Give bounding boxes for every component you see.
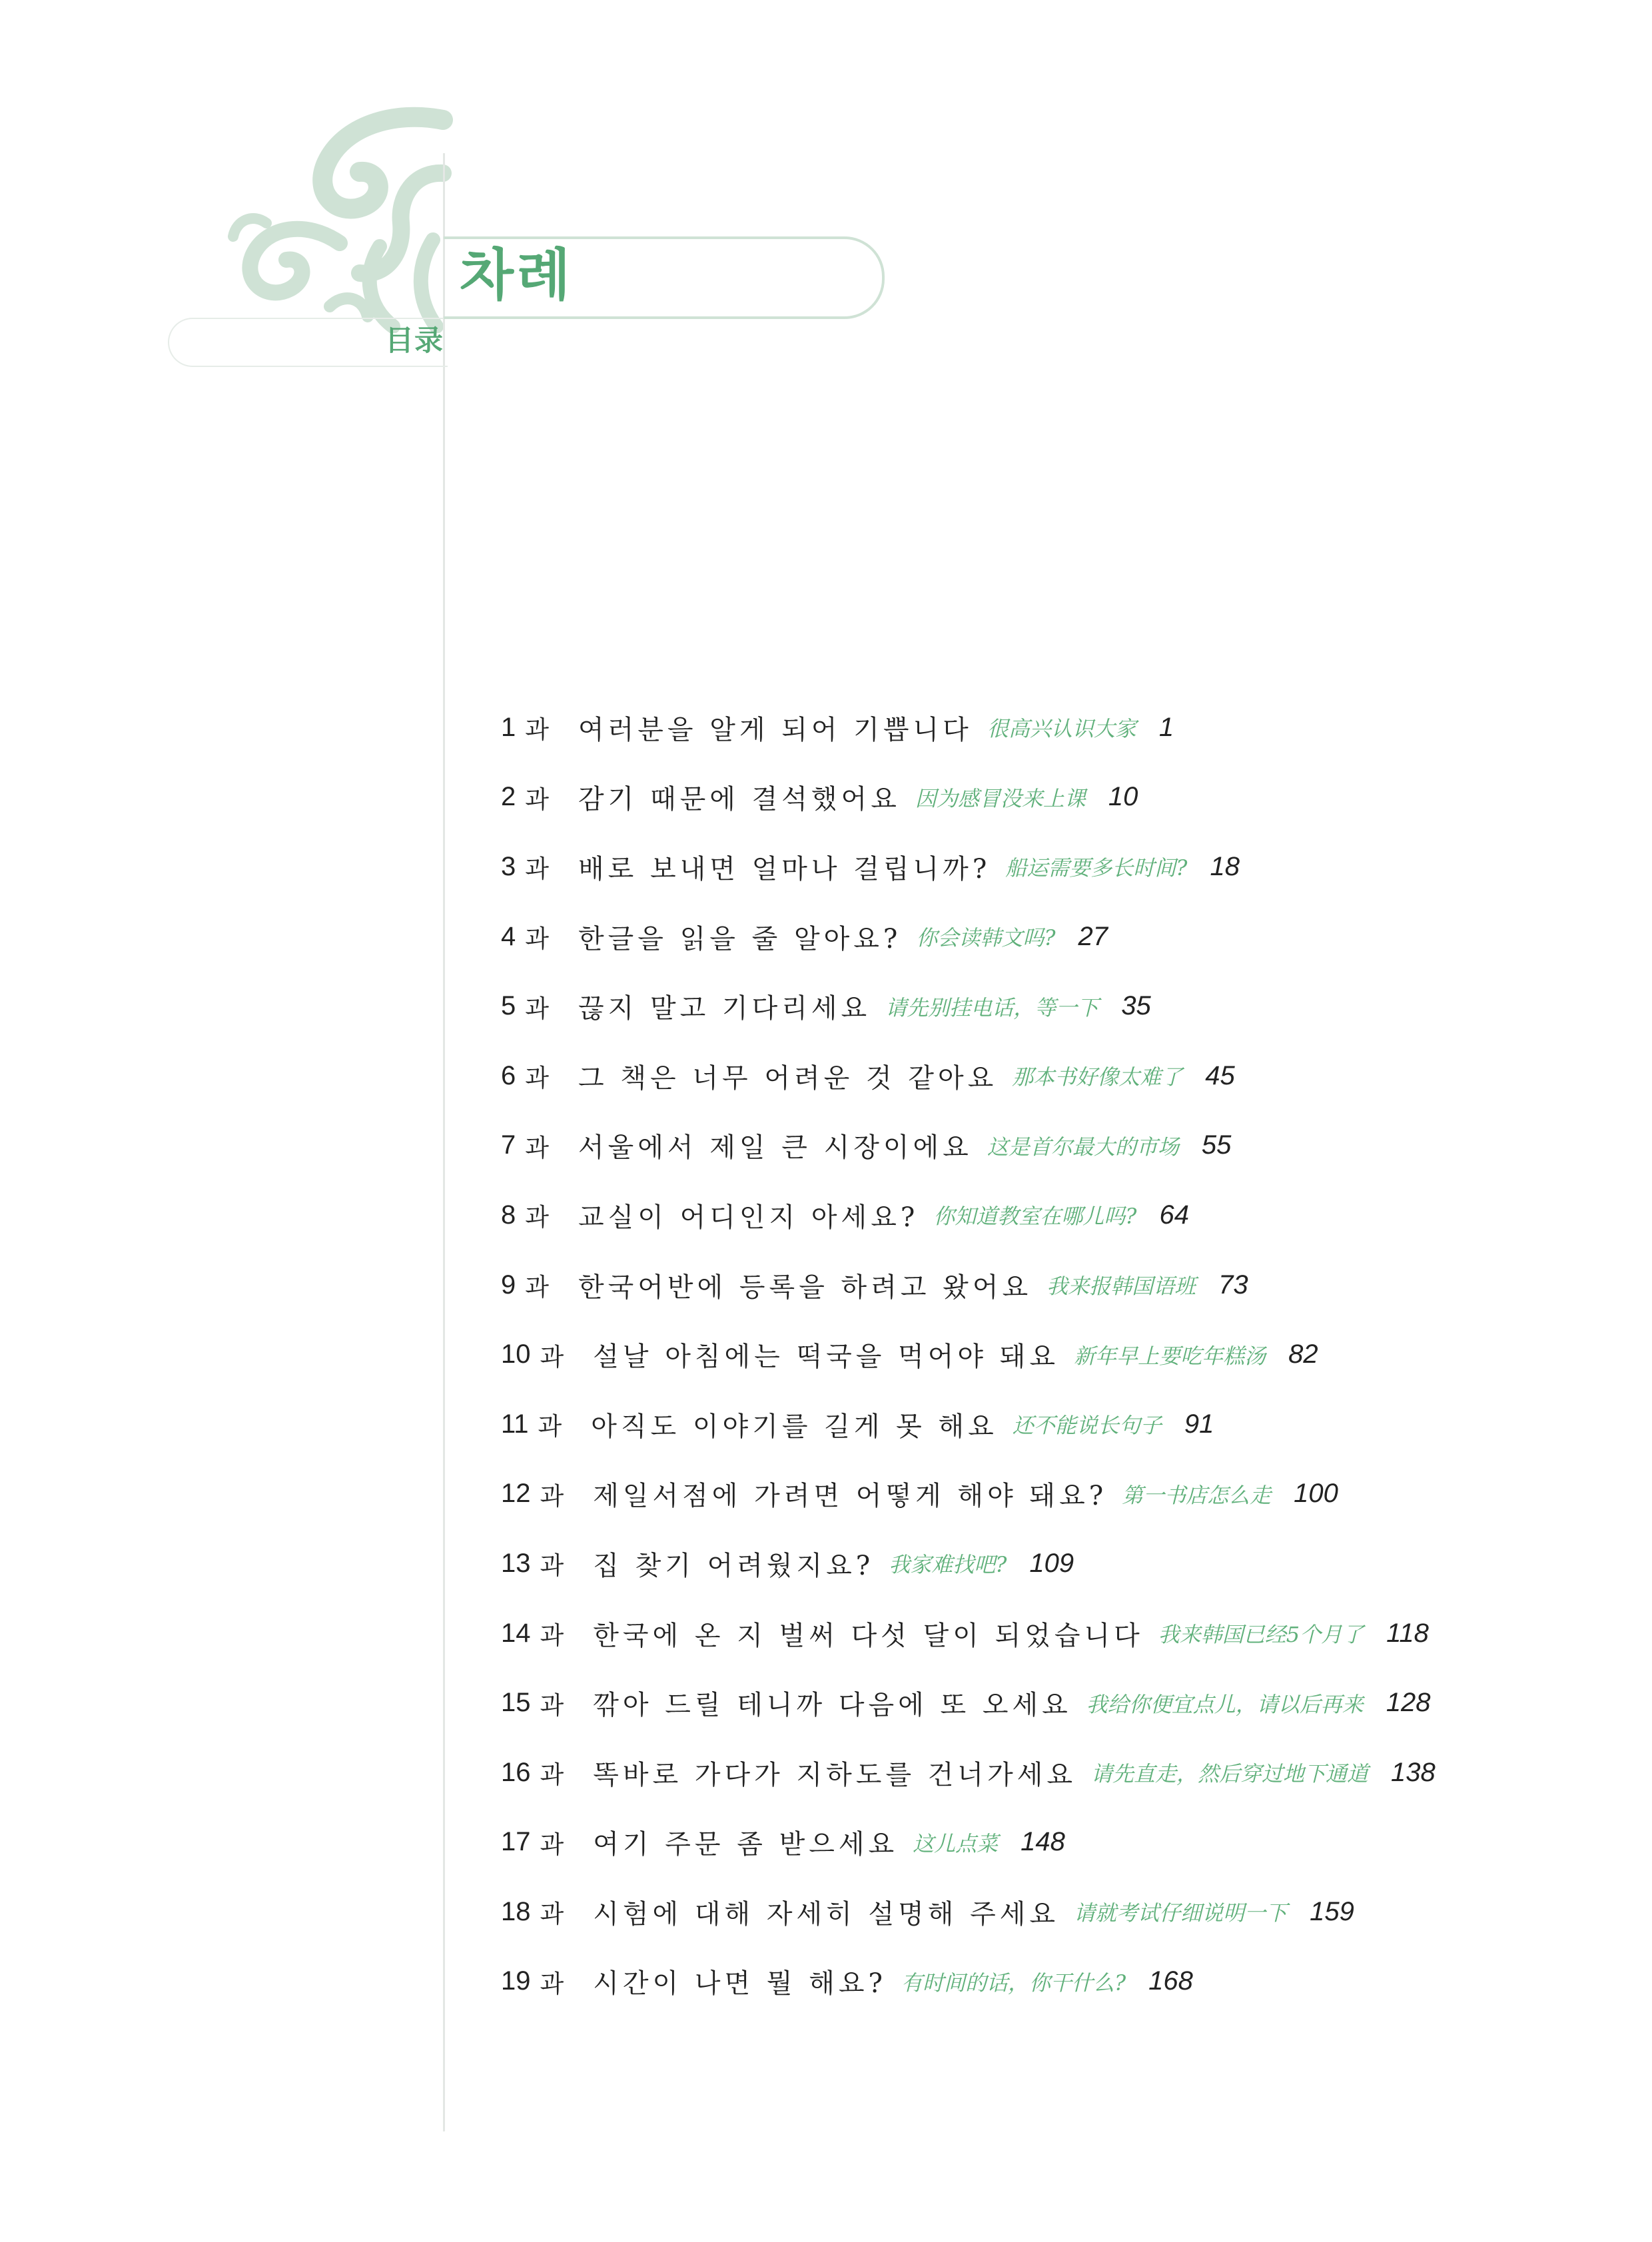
page-number: 159 (1310, 1896, 1354, 1926)
lesson-chinese-title: 那本书好像太难了 (1012, 1064, 1183, 1090)
lesson-number: 3 (501, 851, 516, 881)
lesson-title: 한국에 온 지 벌써 다섯 달이 되었습니다 (593, 1620, 1144, 1651)
page-number: 128 (1386, 1688, 1431, 1718)
lesson-number: 5 (501, 991, 516, 1021)
lesson-chinese-title: 请就考试仔细说明一下 (1074, 1900, 1288, 1926)
lesson-chinese-title: 你会读韩文吗? (916, 925, 1056, 951)
page-number: 18 (1210, 851, 1240, 881)
lesson-unit-label: 과 (525, 855, 549, 884)
lesson-title: 여러분을 알게 되어 기쁩니다 (578, 714, 973, 745)
lesson-title: 설날 아침에는 떡국을 먹어야 돼요 (593, 1341, 1060, 1373)
lesson-number: 12 (501, 1479, 531, 1509)
lesson-chinese-title: 这是首尔最大的市场 (987, 1134, 1179, 1160)
page-number: 27 (1078, 921, 1108, 951)
lesson-number: 19 (501, 1966, 531, 1996)
lesson-title: 여기 주문 좀 받으세요 (593, 1829, 899, 1860)
lesson-title: 깎아 드릴 테니까 다음에 또 오세요 (593, 1690, 1072, 1721)
lesson-title: 그 책은 너무 어려운 것 같아요 (578, 1062, 998, 1094)
lesson-title: 배로 보내면 얼마나 걸립니까? (578, 853, 991, 885)
swirl-ornament-icon (226, 107, 453, 333)
lesson-chinese-title: 我家难找吧? (889, 1552, 1007, 1578)
lesson-chinese-title: 第一书店怎么走 (1122, 1482, 1272, 1508)
page-number: 118 (1386, 1618, 1429, 1648)
lesson-chinese-title: 我来韩国已经5个月了 (1158, 1622, 1364, 1648)
lesson-unit-label: 과 (525, 715, 549, 745)
page-number: 168 (1148, 1966, 1193, 1996)
lesson-number: 17 (501, 1827, 531, 1857)
toc-entry[interactable] (501, 1668, 1567, 1738)
lesson-number: 8 (501, 1200, 516, 1230)
lesson-unit-label: 과 (525, 785, 549, 814)
lesson-title: 한글을 읽을 줄 알아요? (578, 923, 902, 954)
toc-entry[interactable] (501, 1111, 1567, 1181)
lesson-title: 끊지 말고 기다리세요 (578, 993, 871, 1024)
page-number: 109 (1029, 1548, 1074, 1578)
page-number: 1 (1158, 712, 1174, 742)
lesson-title: 한국어반에 등록을 하려고 왔어요 (578, 1272, 1032, 1303)
page-number: 82 (1288, 1339, 1318, 1369)
lesson-chinese-title: 船运需要多长时间? (1005, 855, 1188, 881)
toc-entry[interactable] (501, 1319, 1567, 1389)
page-number: 91 (1184, 1409, 1214, 1439)
lesson-title: 집 찾기 어려웠지요? (593, 1550, 875, 1581)
lesson-title: 시간이 나면 뭘 해요? (593, 1968, 887, 2000)
lesson-chinese-title: 因为感冒没来上课 (915, 785, 1086, 811)
lesson-unit-label: 과 (540, 1760, 564, 1790)
toc-entry[interactable] (501, 763, 1567, 833)
toc-entry[interactable] (501, 693, 1567, 763)
page-subtitle: 目录 (385, 324, 444, 358)
lesson-title: 제일서점에 가려면 어떻게 해야 돼요? (593, 1481, 1108, 1512)
page-number: 55 (1201, 1130, 1232, 1160)
toc-entry[interactable] (501, 902, 1567, 972)
lesson-number: 14 (501, 1618, 531, 1648)
lesson-chinese-title: 你知道教室在哪儿吗? (933, 1204, 1137, 1230)
lesson-title: 시험에 대해 자세히 설명해 주세요 (593, 1898, 1060, 1930)
toc-entry[interactable] (501, 1250, 1567, 1320)
lesson-title: 아직도 이야기를 길게 못 해요 (591, 1411, 998, 1442)
lesson-number: 6 (501, 1060, 516, 1090)
lesson-unit-label: 과 (525, 994, 549, 1023)
lesson-unit-label: 과 (538, 1412, 562, 1441)
page-number: 10 (1108, 782, 1138, 812)
lesson-unit-label: 과 (540, 1830, 564, 1859)
page-number: 35 (1121, 991, 1151, 1021)
lesson-chinese-title: 有时间的话，你干什么? (901, 1970, 1126, 1996)
lesson-chinese-title: 请先别挂电话，等一下 (885, 994, 1099, 1020)
page-number: 73 (1218, 1270, 1248, 1300)
lesson-unit-label: 과 (525, 1133, 549, 1162)
lesson-chinese-title: 我来报韩国语班 (1046, 1274, 1196, 1300)
page-number: 138 (1391, 1757, 1436, 1787)
lesson-chinese-title: 请先直走，然后穿过地下通道 (1091, 1761, 1369, 1787)
lesson-number: 16 (501, 1757, 531, 1787)
lesson-unit-label: 과 (525, 1064, 549, 1093)
lesson-unit-label: 과 (540, 1621, 564, 1651)
lesson-number: 2 (501, 782, 516, 812)
toc-entry[interactable] (501, 1599, 1567, 1669)
toc-entry[interactable] (501, 1459, 1567, 1529)
toc-entry[interactable] (501, 1877, 1567, 1947)
vertical-divider (443, 153, 445, 2131)
page-number: 45 (1205, 1060, 1235, 1090)
lesson-unit-label: 과 (540, 1969, 564, 1998)
toc-entry[interactable] (501, 1389, 1567, 1459)
lesson-chinese-title: 新年早上要吃年糕汤 (1074, 1343, 1266, 1369)
lesson-title: 서울에서 제일 큰 시장이에요 (578, 1132, 973, 1164)
page-number: 64 (1159, 1200, 1189, 1230)
table-of-contents (501, 693, 1567, 2016)
lesson-unit-label: 과 (540, 1900, 564, 1929)
lesson-number: 4 (501, 921, 516, 951)
lesson-unit-label: 과 (540, 1551, 564, 1581)
lesson-unit-label: 과 (525, 1273, 549, 1302)
lesson-number: 13 (501, 1548, 531, 1578)
lesson-unit-label: 과 (540, 1690, 564, 1720)
toc-entry[interactable] (501, 1808, 1567, 1878)
toc-entry[interactable] (501, 1529, 1567, 1599)
lesson-unit-label: 과 (525, 1203, 549, 1232)
lesson-number: 11 (501, 1409, 529, 1439)
lesson-number: 1 (501, 712, 516, 742)
toc-entry[interactable] (501, 832, 1567, 902)
page-number: 148 (1021, 1827, 1065, 1857)
toc-entry[interactable] (501, 971, 1567, 1041)
lesson-chinese-title: 我给你便宜点儿，请以后再来 (1086, 1691, 1364, 1717)
lesson-chinese-title: 还不能说长句子 (1012, 1413, 1162, 1439)
page-title: 차례 (460, 242, 574, 308)
lesson-chinese-title: 这儿点菜 (913, 1830, 999, 1856)
lesson-title: 교실이 어디인지 아세요? (578, 1202, 919, 1233)
toc-entry[interactable] (501, 1947, 1567, 2017)
lesson-number: 10 (501, 1339, 531, 1369)
lesson-number: 18 (501, 1896, 531, 1926)
toc-entry[interactable] (501, 1041, 1567, 1111)
lesson-unit-label: 과 (540, 1481, 564, 1511)
lesson-unit-label: 과 (540, 1342, 564, 1371)
toc-entry[interactable] (501, 1180, 1567, 1250)
lesson-number: 9 (501, 1270, 516, 1300)
page-number: 100 (1294, 1479, 1338, 1509)
toc-entry[interactable] (501, 1738, 1567, 1808)
lesson-title: 똑바로 가다가 지하도를 건너가세요 (593, 1759, 1076, 1790)
lesson-chinese-title: 很高兴认识大家 (987, 716, 1136, 742)
lesson-unit-label: 과 (525, 925, 549, 954)
lesson-number: 15 (501, 1688, 531, 1718)
lesson-title: 감기 때문에 결석했어요 (578, 784, 901, 815)
lesson-number: 7 (501, 1130, 516, 1160)
